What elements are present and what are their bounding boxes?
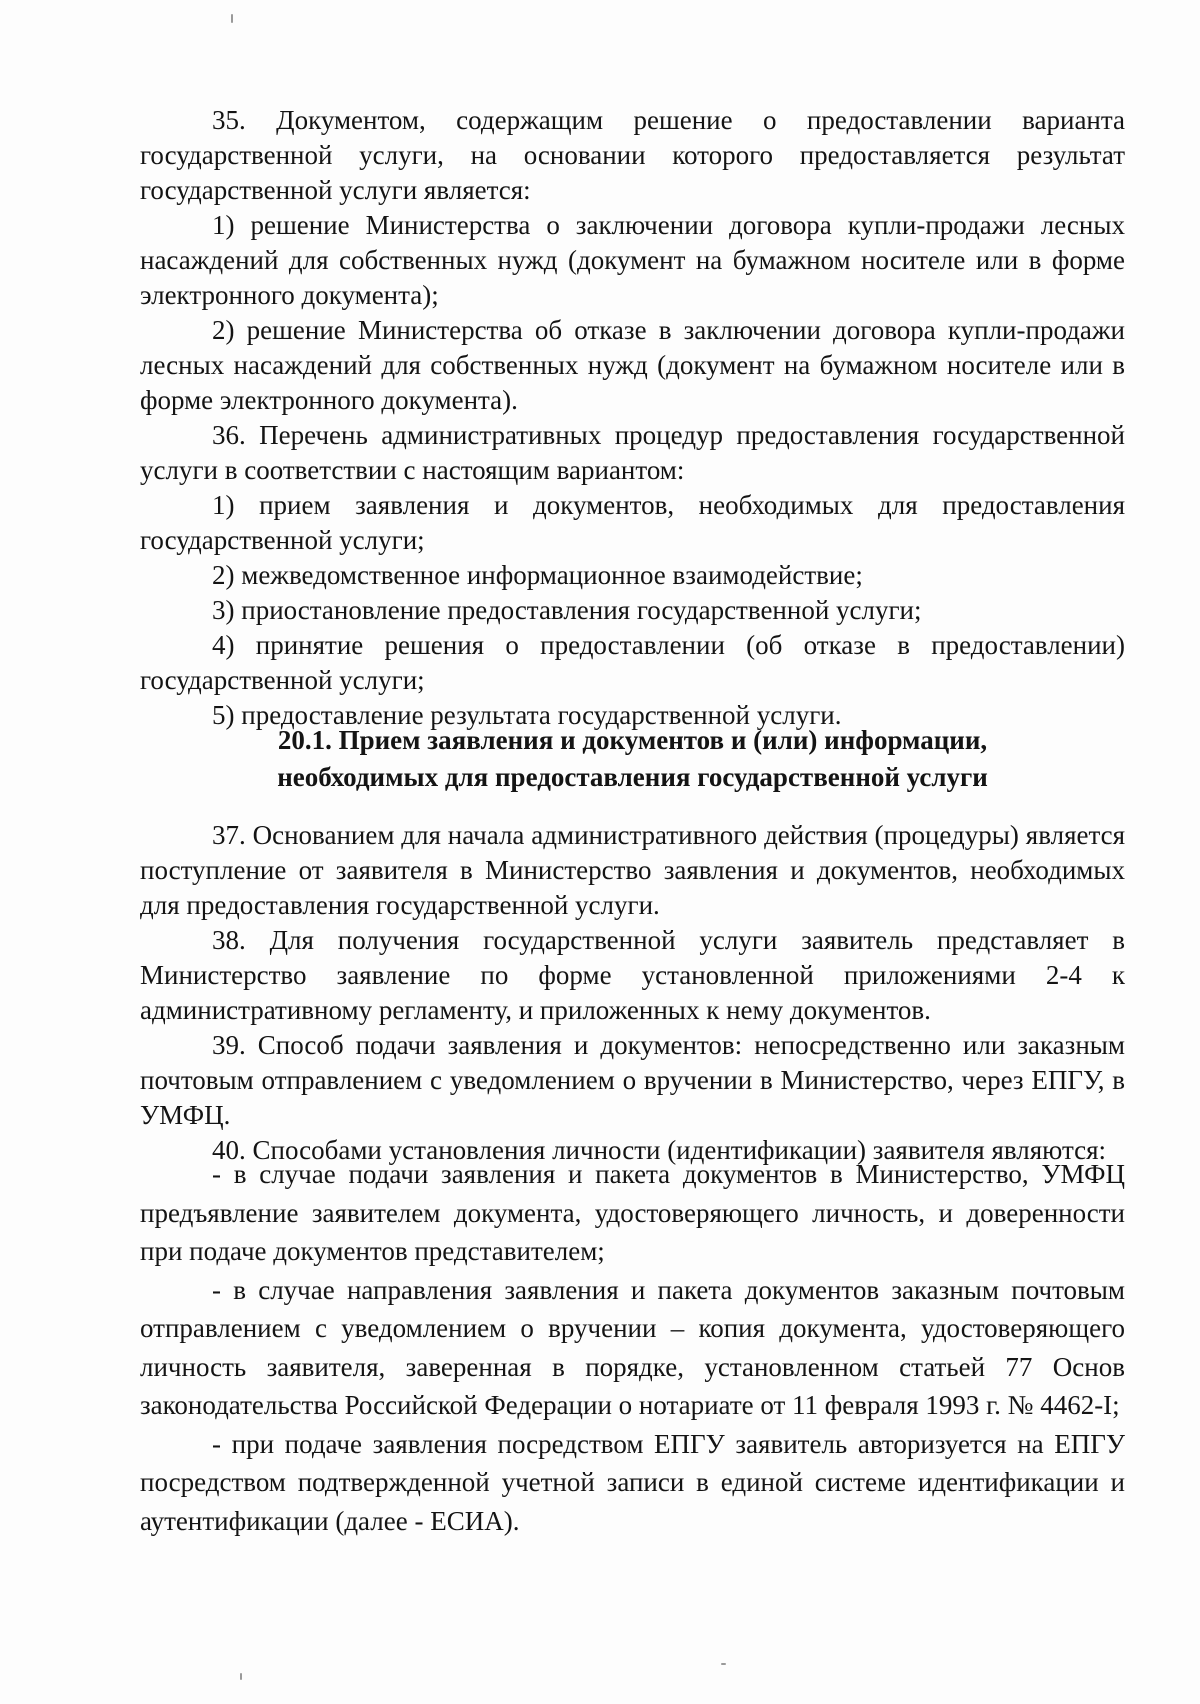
section-heading-line: необходимых для предоставления государственной услуги	[277, 762, 988, 792]
list-item: - в случае направления заявления и пакета документов заказным почтовым отправлением с уведомлением о вручении – копия документа, удостоверяющего личность заявителя, заверенная в порядке, установленном статьей 77 Основ законодательства Российской Федерации о нотариате от 11 февраля 1993 г. № 4462-I;	[140, 1274, 1125, 1420]
scan-speck	[231, 14, 233, 23]
list-item: 2) решение Министерства об отказе в заключении договора купли-продажи лесных насаждений для собственных нужд (документ на бумажном носителе или в форме электронного документа).	[140, 315, 1125, 415]
list-item: 1) прием заявления и документов, необходимых для предоставления государственной услуги;	[140, 490, 1125, 555]
paragraph-35: 35. Документом, содержащим решение о предоставлении варианта государственной услуги, на основании которого предоставляется результат государственной услуги является:	[140, 105, 1125, 205]
paragraph-37: 37. Основанием для начала административного действия (процедуры) является поступление от заявителя в Министерство заявления и документов, необходимых для предоставления государственной услуги.	[140, 820, 1125, 920]
list-item: 1) решение Министерства о заключении договора купли-продажи лесных насаждений для собственных нужд (документ на бумажном носителе или в форме электронного документа);	[140, 210, 1125, 310]
paragraph-40: 40. Способами установления личности (идентификации) заявителя являются:	[212, 1135, 1107, 1165]
paragraph-39: 39. Способ подачи заявления и документов: непосредственно или заказным почтовым отправлением с уведомлением о вручении в Министерство, через ЕПГУ, в УМФЦ.	[140, 1030, 1125, 1130]
section-heading-line: 20.1. Прием заявления и документов и (или) информации,	[277, 725, 988, 755]
scan-speck	[721, 1663, 726, 1665]
list-item: - в случае подачи заявления и пакета документов в Министерство, УМФЦ предъявление заявителем документа, удостоверяющего личность, и доверенности при подаче документов представителем;	[140, 1159, 1125, 1266]
document-body-bottom	[140, 1155, 1125, 1540]
section-heading	[140, 722, 1125, 796]
document-body-top	[140, 103, 1125, 733]
paragraph-38: 38. Для получения государственной услуги заявитель представляет в Министерство заявление по форме установленной приложениями 2-4 к административному регламенту, и приложенных к нему документов.	[140, 925, 1125, 1025]
list-item: 5) предоставление результата государственной услуги.	[212, 700, 842, 730]
list-item: 3) приостановление предоставления государственной услуги;	[212, 595, 922, 625]
paragraph-36: 36. Перечень административных процедур предоставления государственной услуги в соответствии с настоящим вариантом:	[140, 420, 1125, 485]
document-body-middle	[140, 818, 1125, 1168]
list-item: 2) межведомственное информационное взаимодействие;	[212, 560, 863, 590]
scan-speck	[240, 1673, 242, 1680]
list-item: 4) принятие решения о предоставлении (об отказе в предоставлении) государственной услуги;	[140, 630, 1125, 695]
list-item: - при подаче заявления посредством ЕПГУ заявитель авторизуется на ЕПГУ посредством подтвержденной учетной записи в единой системе идентификации и аутентификации (далее - ЕСИА).	[140, 1428, 1125, 1536]
